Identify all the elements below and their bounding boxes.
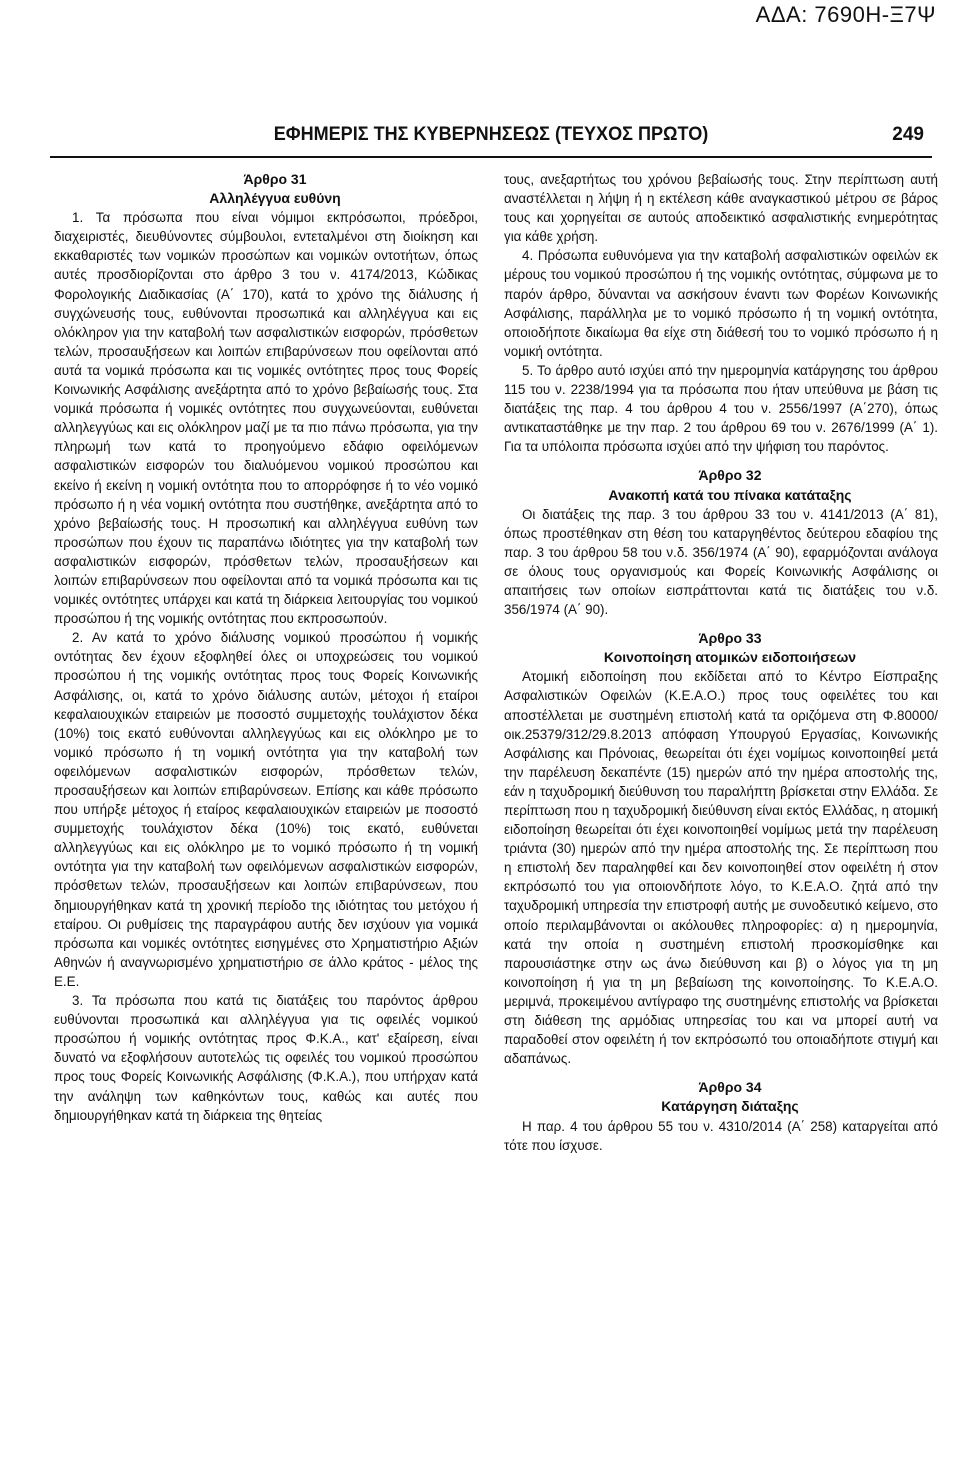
article-34-paragraph: Η παρ. 4 του άρθρου 55 του ν. 4310/2014 (Α΄ 258) καταργείται από τότε που ίσχυσε. — [504, 1118, 938, 1153]
article-31-paragraph-5: 5. Το άρθρο αυτό ισχύει από την ημερομηνία κατάργησης του άρθρου 115 του ν. 2238/1994 για τα πρόσωπα που ήταν υπεύθυνα με βάση τις διατάξεις της παρ. 4 του άρθρου 4 του ν. 2556/1997 (Α΄270), όπως αντικαταστάθηκε με την παρ. 2 του άρθρου 69 του ν. 2676/1999 (Α΄ 1). Για τα υπόλοιπα πρόσωπα ισχύει από την ψήφιση του παρόντος. — [504, 362, 938, 455]
article-31-number: Άρθρο 31 — [243, 171, 307, 187]
article-34-title: Κατάργηση διάταξης — [661, 1098, 799, 1115]
article-32-title: Ανακοπή κατά του πίνακα κατάταξης — [608, 486, 852, 503]
article-31-title: Αλληλέγγυα ευθύνη — [209, 190, 341, 207]
article-31-paragraph-3-continued: τους, ανεξαρτήτως του χρόνου βεβαίωσής τους. Στην περίπτωση αυτή αναστέλλεται η λήψη ή η εκτέλεση κάθε αναγκαστικού μέτρου σε βάρος τους και χορηγείται σε αυτούς αποδεικτικό ασφαλιστικής ενημερότητας για κάθε χρήση. — [504, 172, 938, 245]
article-31-paragraph-3: 3. Τα πρόσωπα που κατά τις διατάξεις του παρόντος άρθρου ευθύνονται προσωπικά και αλληλέγγυα για τις οφειλές νομικού προσώπου ή νομικής οντότητας προς Φ.Κ.Α., κατ' εξαίρεση, είναι δυνατό να εξοφλήσουν αυτοτελώς τις οφειλές του νομικού προσώπου προς τους Φορείς Κοινωνικής Ασφάλισης (Φ.Κ.Α.), που υπήρχαν κατά την ανάληψη των καθηκόντων τους, καθώς και αυτές που δημιουργήθηκαν κατά τη διάρκεια της θητείας — [54, 993, 478, 1123]
article-33-paragraph: Ατομική ειδοποίηση που εκδίδεται από το Κέντρο Είσπραξης Ασφαλιστικών Οφειλών (Κ.Ε.Α.Ο.) προς τους οφειλέτες του και αποστέλλεται με συστημένη επιστολή κατά τα οριζόμενα στη Φ.80000/οικ.25379/312/29.8.2013 απόφαση Υπουργού Εργασίας, Κοινωνικής Ασφάλισης και Πρόνοιας, θεωρείται ότι έχει νομίμως κοινοποιηθεί μετά την παρέλευση δεκαπέντε (15) ημερών από την ημέρα αποστολής της, εάν η ταχυδρομική διεύθυνση του παραλήπτη βρίσκεται στην Ελλάδα. Σε περίπτωση που η ταχυδρομική διεύθυνση είναι εκτός Ελλάδας, η ατομική ειδοποίηση θεωρείται ότι έχει κοινοποιηθεί νομίμως μετά την παρέλευση τριάντα (30) ημερών από την ημέρα αποστολής της. Σε περίπτωση που η επιστολή δεν παραληφθεί και δεν κοινοποιηθεί στον οφειλέτη ή στον εκπρόσωπό του για οποιονδήποτε λόγο, το Κ.Ε.Α.Ο. ζητά από την ταχυδρομική υπηρεσία την επιστροφή αυτής με συνοδευτικό κείμενο, στο οποίο περιλαμβάνονται οι ακόλουθες πληροφορίες: α) η ημερομηνία, κατά την οποία η συστημένη επιστολή προσκομίσθηκε και παρουσιάστηκε στην ως άνω διεύθυνση και β) ο λόγος για τη μη κοινοποίηση ή για τη μη βεβαίωση της κοινοποίησης. Το Κ.Ε.Α.Ο. μεριμνά, προκειμένου αντίγραφο της συστημένης επιστολής να βρίσκεται στη διάθεση της αρμόδιας υπηρεσίας του και να μπορεί αυτή να παραδοθεί στον οφειλέτη ή τον εκπρόσωπό του οποιαδήποτε στιγμή και αδαπάνως. — [504, 669, 938, 1067]
gazette-header — [50, 122, 932, 158]
article-31-paragraph-2: 2. Αν κατά το χρόνο διάλυσης νομικού προσώπου ή νομικής οντότητας δεν έχουν εξοφληθεί όλες οι υποχρεώσεις του νομικού προσώπου ή της νομικής οντότητας προς τους Φορείς Κοινωνικής Ασφάλισης, οι, κατά το χρόνο διάλυσης αυτών, μέτοχοι ή εταίροι κεφαλαιουχικών εταιρειών με ποσοστό συμμετοχής τουλάχιστον δέκα (10%) τοις εκατό ευθύνονται αλληλεγγύως και εις ολόκληρο με το νομικό πρόσωπο ή τη νομική οντότητα για την καταβολή των οφειλόμενων ασφαλιστικών εισφορών, πρόσθετων τελών, προσαυξήσεων και λοιπών επιβαρύνσεων. Επίσης και κάθε πρόσωπο που υπήρξε μέτοχος ή εταίρος κεφαλαιουχικών εταιρειών με ποσοστό συμμετοχής τουλάχιστον δέκα (10%) τοις εκατό, ευθύνεται αλληλεγγύως και εις ολόκληρο με το νομικό πρόσωπο ή τη νομική οντότητα για την καταβολή των οφειλόμενων ασφαλιστικών εισφορών, πρόσθετων τελών, προσαυξήσεων και λοιπών επιβαρύνσεων, που δημιουργήθηκαν κατά τη χρονική περίοδο της ιδιότητας του μετόχου ή εταίρου. Οι ρυθμίσεις της παραγράφου αυτής δεν ισχύουν για νομικά πρόσωπα και νομικές οντότητες εισηγμένες στο Χρηματιστήριο Αξιών Αθηνών ή αναγνωρισμένο χρηματιστήριο σε άλλο κράτος - μέλος της Ε.Ε. — [54, 630, 478, 989]
article-31-paragraph-4: 4. Πρόσωπα ευθυνόμενα για την καταβολή ασφαλιστικών οφειλών εκ μέρους του νομικού προσώπου ή της νομικής οντότητας, σύμφωνα με το παρόν άρθρο, δύνανται να ασκήσουν έναντι των Φορέων Κοινωνικής Ασφάλισης, παράλληλα με το νομικό πρόσωπο ή τη νομική οντότητα, οποιοδήποτε δικαίωμα θα είχε στη διάθεσή του το νομικό πρόσωπο ή η νομική οντότητα. — [504, 248, 938, 359]
page-number: 249 — [892, 124, 924, 145]
article-33-number: Άρθρο 33 — [698, 630, 762, 647]
ada-code: ΑΔΑ: 7690Η-Ξ7Ψ — [755, 2, 936, 27]
article-32-paragraph: Οι διατάξεις της παρ. 3 του άρθρου 33 του ν. 4141/2013 (Α΄ 81), όπως προστέθηκαν στη θέση του καταργηθέντος δεύτερου εδαφίου της παρ. 3 του άρθρου 58 του ν.δ. 356/1974 (Α΄ 90), εφαρμόζονται ανάλογα σε όλους τους οργανισμούς και Φορείς Κοινωνικής Ασφάλισης οι απαιτήσεις των οποίων εισπράττονται κατά τις διατάξεις του ν.δ. 356/1974 (Α΄ 90). — [504, 506, 938, 618]
gazette-title: ΕΦΗΜΕΡΙΣ ΤΗΣ ΚΥΒΕΡΝΗΣΕΩΣ (ΤΕΥΧΟΣ ΠΡΩΤΟ) — [273, 124, 709, 145]
article-33-title: Κοινοποίηση ατομικών ειδοποιήσεων — [603, 649, 857, 666]
article-31-paragraph-1: 1. Τα πρόσωπα που είναι νόμιμοι εκπρόσωποι, πρόεδροι, διαχειριστές, διευθύνοντες σύμβουλοι, εντεταλμένοι στη διοίκηση και εκκαθαριστές των νομικών προσώπων και νομικών οντοτήτων, όπως αυτές προσδιορίζονται στο άρθρο 3 του ν. 4174/2013, Κώδικας Φορολογικής Διαδικασίας (Α΄ 170), κατά το χρόνο της διάλυσης ή συγχώνευσής τους, ευθύνονται προσωπικά και αλληλέγγυα και εις ολόκληρον για την καταβολή των ασφαλιστικών εισφορών, πρόσθετων τελών, προσαυξήσεων και λοιπών επιβαρύνσεων που οφείλονται από αυτά τα νομικά πρόσωπα και τις νομικές οντότητες προς τους Φορείς Κοινωνικής Ασφάλισης ανεξάρτητα από το χρόνο βεβαίωσής τους. Στα νομικά πρόσωπα ή νομικές οντότητες που συγχωνεύονται, ευθύνεται αλληλεγγύως και εις ολόκληρον μαζί με τα πιο πάνω πρόσωπα, για την πληρωμή των κατά το προηγούμενο εδάφιο οφειλόμενων ασφαλιστικών εισφορών του διαλυόμενου νομικού προσώπου και εκείνο ή εκείνη η νομική οντότητα που το απορρόφησε ή το νέο νομικό πρόσωπο ή η νέα νομική οντότητα που συστήθηκε, ανεξάρτητα από το χρόνο βεβαίωσής τους. Η προσωπική και αλληλέγγυα ευθύνη των προσώπων που έχουν τις παραπάνω ιδιότητες για την καταβολή των ασφαλιστικών εισφορών, πρόσθετων τελών, προσαυξήσεων και λοιπών επιβαρύνσεων που οφείλονται από τα νομικά πρόσωπα και τις νομικές οντότητες υπάρχει και κατά τη διάρκεια λειτουργίας του νομικού προσώπου ή της νομικής οντότητας που εκπροσωπούν. — [54, 210, 478, 627]
left-column — [54, 170, 478, 1125]
article-34-number: Άρθρο 34 — [698, 1079, 762, 1096]
article-32-number: Άρθρο 32 — [698, 467, 762, 484]
right-column — [504, 170, 938, 1155]
